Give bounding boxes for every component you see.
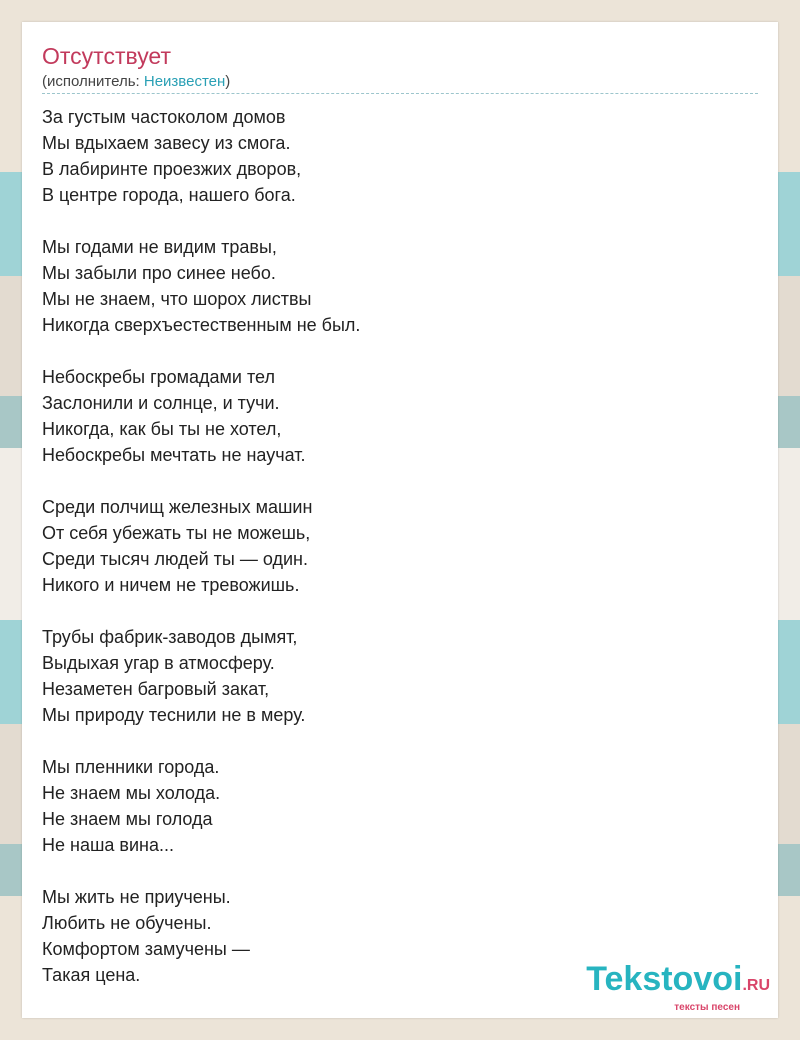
stanza [42, 624, 742, 728]
lyric-line: Мы вдыхаем завесу из смога. [42, 133, 291, 153]
lyric-line: Трубы фабрик-заводов дымят, [42, 627, 298, 647]
lyric-line: Небоскребы громадами тел [42, 367, 275, 387]
stanza [42, 364, 742, 468]
lyric-line: Мы забыли про синее небо. [42, 263, 276, 283]
lyric-line: Никогда сверхъестественным не был. [42, 315, 361, 335]
lyric-line: Не наша вина... [42, 835, 174, 855]
lyric-line: Незаметен багровый закат, [42, 679, 270, 699]
lyric-line: В лабиринте проезжих дворов, [42, 159, 302, 179]
logo-tagline: тексты песен [674, 1002, 740, 1013]
lyric-line: Такая цена. [42, 965, 141, 985]
artist-prefix: (исполнитель: [42, 73, 144, 90]
song-title: Отсутствует [42, 43, 171, 69]
artist-link[interactable]: Неизвестен [143, 73, 226, 90]
lyric-line: Среди тысяч людей ты — один. [42, 549, 308, 569]
lyric-line: Не знаем мы холода. [42, 783, 221, 803]
site-logo[interactable] [586, 962, 770, 1013]
stanza [42, 494, 742, 598]
lyric-line: Не знаем мы голода [42, 809, 213, 829]
lyric-line: В центре города, нашего бога. [42, 185, 296, 205]
lyric-line: Мы не знаем, что шорох листвы [42, 289, 312, 309]
lyric-line: Мы жить не приучены. [42, 887, 231, 907]
lyric-line: Среди полчищ железных машин [42, 497, 313, 517]
dashed-divider [42, 93, 758, 94]
lyrics-text [42, 104, 742, 1014]
stanza [42, 104, 742, 208]
logo-wordmark [586, 962, 770, 1003]
lyric-line: Мы пленники города. [42, 757, 220, 777]
lyric-line: Комфортом замучены — [42, 939, 250, 959]
lyric-line: Мы природу теснили не в меру. [42, 705, 306, 725]
lyric-line: Небоскребы мечтать не научат. [42, 445, 306, 465]
artist-suffix: ) [225, 73, 231, 90]
lyric-line: Никого и ничем не тревожишь. [42, 575, 300, 595]
lyric-line: Мы годами не видим травы, [42, 237, 277, 257]
lyric-line: От себя убежать ты не можешь, [42, 523, 311, 543]
logo-name: Tekstovoi [586, 960, 743, 998]
artist-line [42, 72, 230, 92]
lyrics-page [22, 22, 778, 1018]
lyric-line: Никогда, как бы ты не хотел, [42, 419, 282, 439]
logo-domain: .RU [742, 977, 770, 994]
lyric-line: Выдыхая угар в атмосферу. [42, 653, 275, 673]
stanza [42, 234, 742, 338]
stanza [42, 754, 742, 858]
lyric-line: Заслонили и солнце, и тучи. [42, 393, 280, 413]
lyric-line: За густым частоколом домов [42, 107, 286, 127]
lyric-line: Любить не обучены. [42, 913, 212, 933]
